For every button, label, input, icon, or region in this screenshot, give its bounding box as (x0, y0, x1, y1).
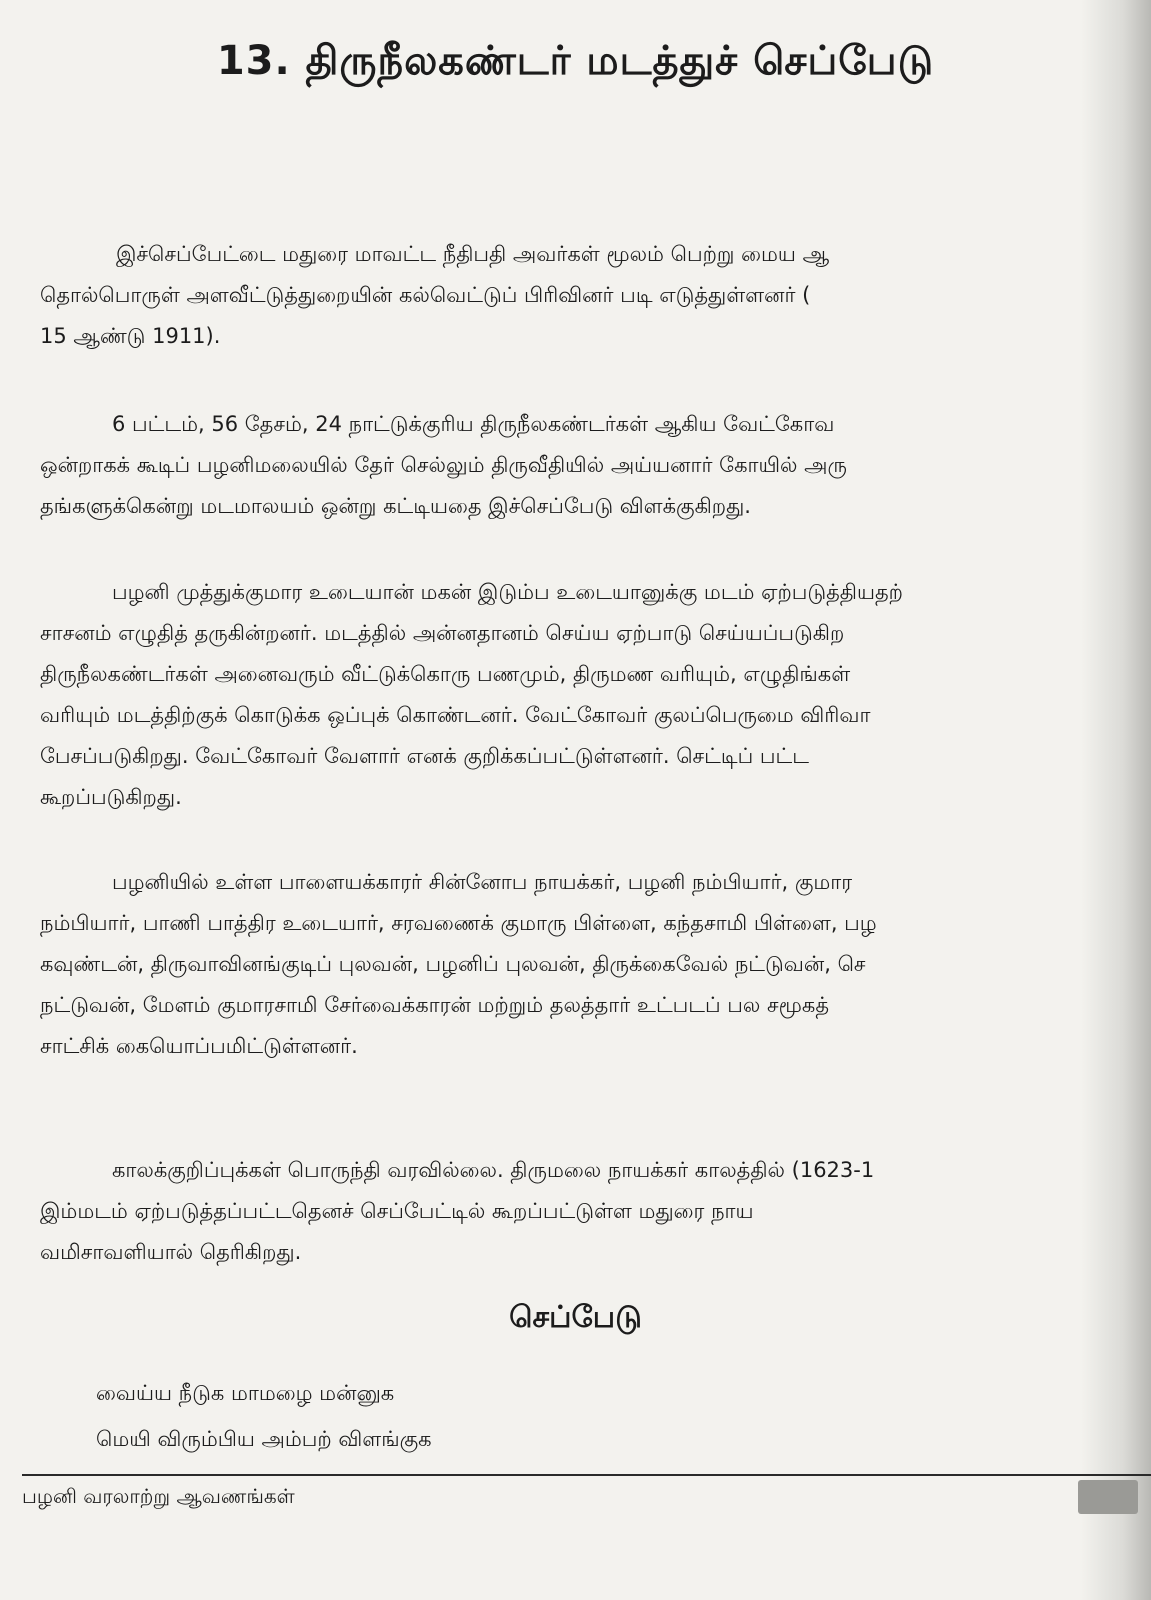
paragraph-line: வரியும் மடத்திற்குக் கொடுக்க ஒப்புக் கொண்டனர். வேட்கோவர் குலப்பெருமை விரிவா (40, 703, 871, 727)
paragraph-line: பழனியில் உள்ள பாளையக்காரர் சின்னோப நாயக்கர், பழனி நம்பியார், குமார (112, 870, 853, 894)
paragraph-line: ஒன்றாகக் கூடிப் பழனிமலையில் தேர் செல்லும் திருவீதியில் அய்யனார் கோயில் அரு (40, 453, 847, 477)
paragraph-charter (40, 572, 1120, 818)
paragraph-line: வமிசாவளியால் தெரிகிறது. (40, 1240, 302, 1264)
paragraph-line: பேசப்படுகிறது. வேட்கோவர் வேளார் எனக் குறிக்கப்பட்டுள்ளனர். செட்டிப் பட்ட (40, 744, 809, 768)
paragraph-line: தங்களுக்கென்று மடமாலயம் ஒன்று கட்டியதை இச்செப்பேடு விளக்குகிறது. (40, 494, 751, 518)
paragraph-line: சாட்சிக் கையொப்பமிட்டுள்ளனர். (40, 1034, 358, 1058)
paragraph-line: இம்மடம் ஏற்படுத்தப்பட்டதெனச் செப்பேட்டில் கூறப்பட்டுள்ள மதுரை நாய (40, 1199, 754, 1223)
paragraph-line: கவுண்டன், திருவாவினங்குடிப் புலவன், பழனிப் புலவன், திருக்கைவேல் நட்டுவன், செ (40, 952, 866, 976)
paragraph-line: நம்பியார், பாணி பாத்திர உடையார், சரவணைக் குமாரு பிள்ளை, கந்தசாமி பிள்ளை, பழ (40, 911, 877, 935)
verse-block (96, 1370, 996, 1462)
paragraph-line: பழனி முத்துக்குமார உடையான் மகன் இடும்ப உடையானுக்கு மடம் ஏற்படுத்தியதற் (112, 580, 903, 604)
paragraph-line: சாசனம் எழுதித் தருகின்றனர். மடத்தில் அன்னதானம் செய்ய ஏற்பாடு செய்யப்படுகிற (40, 621, 845, 645)
paragraph-line: தொல்பொருள் அளவீட்டுத்துறையின் கல்வெட்டுப் பிரிவினர் படி எடுத்துள்ளனர் ( (40, 283, 811, 307)
paragraph-source (40, 234, 1120, 357)
page-number-tab (1078, 1480, 1138, 1514)
verse-line: வைய்ய நீடுக மாமழை மன்னுக (96, 1381, 395, 1405)
paragraph-description (40, 404, 1120, 527)
paragraph-line: 15 ஆண்டு 1911). (40, 324, 221, 348)
paragraph-line: காலக்குறிப்புக்கள் பொருந்தி வரவில்லை. திருமலை நாயக்கர் காலத்தில் (1623-1 (112, 1158, 875, 1182)
paragraph-line: திருநீலகண்டர்கள் அனைவரும் வீட்டுக்கொரு பணமும், திருமண வரியும், எழுதிங்கள் (40, 662, 851, 686)
paragraph-line: இச்செப்பேட்டை மதுரை மாவட்ட நீதிபதி அவர்கள் மூலம் பெற்று மைய ஆ (116, 242, 830, 266)
paragraph-dating (40, 1150, 1120, 1273)
paragraph-line: நட்டுவன், மேளம் குமாரசாமி சேர்வைக்காரன் மற்றும் தலத்தார் உட்படப் பல சமூகத் (40, 993, 830, 1017)
section-heading: செப்பேடு (509, 1300, 642, 1335)
footer-divider (22, 1474, 1151, 1476)
verse-line: மெயி விரும்பிய அம்பற் விளங்குக (96, 1427, 432, 1451)
paragraph-line: கூறப்படுகிறது. (40, 785, 182, 809)
paragraph-witnesses (40, 862, 1120, 1067)
footer-book-title: பழனி வரலாற்று ஆவணங்கள் (22, 1484, 295, 1508)
chapter-title: 13. திருநீலகண்டர் மடத்துச் செப்பேடு (216, 38, 935, 84)
paragraph-line: 6 பட்டம், 56 தேசம், 24 நாட்டுக்குரிய திருநீலகண்டர்கள் ஆகிய வேட்கோவ (112, 412, 835, 436)
